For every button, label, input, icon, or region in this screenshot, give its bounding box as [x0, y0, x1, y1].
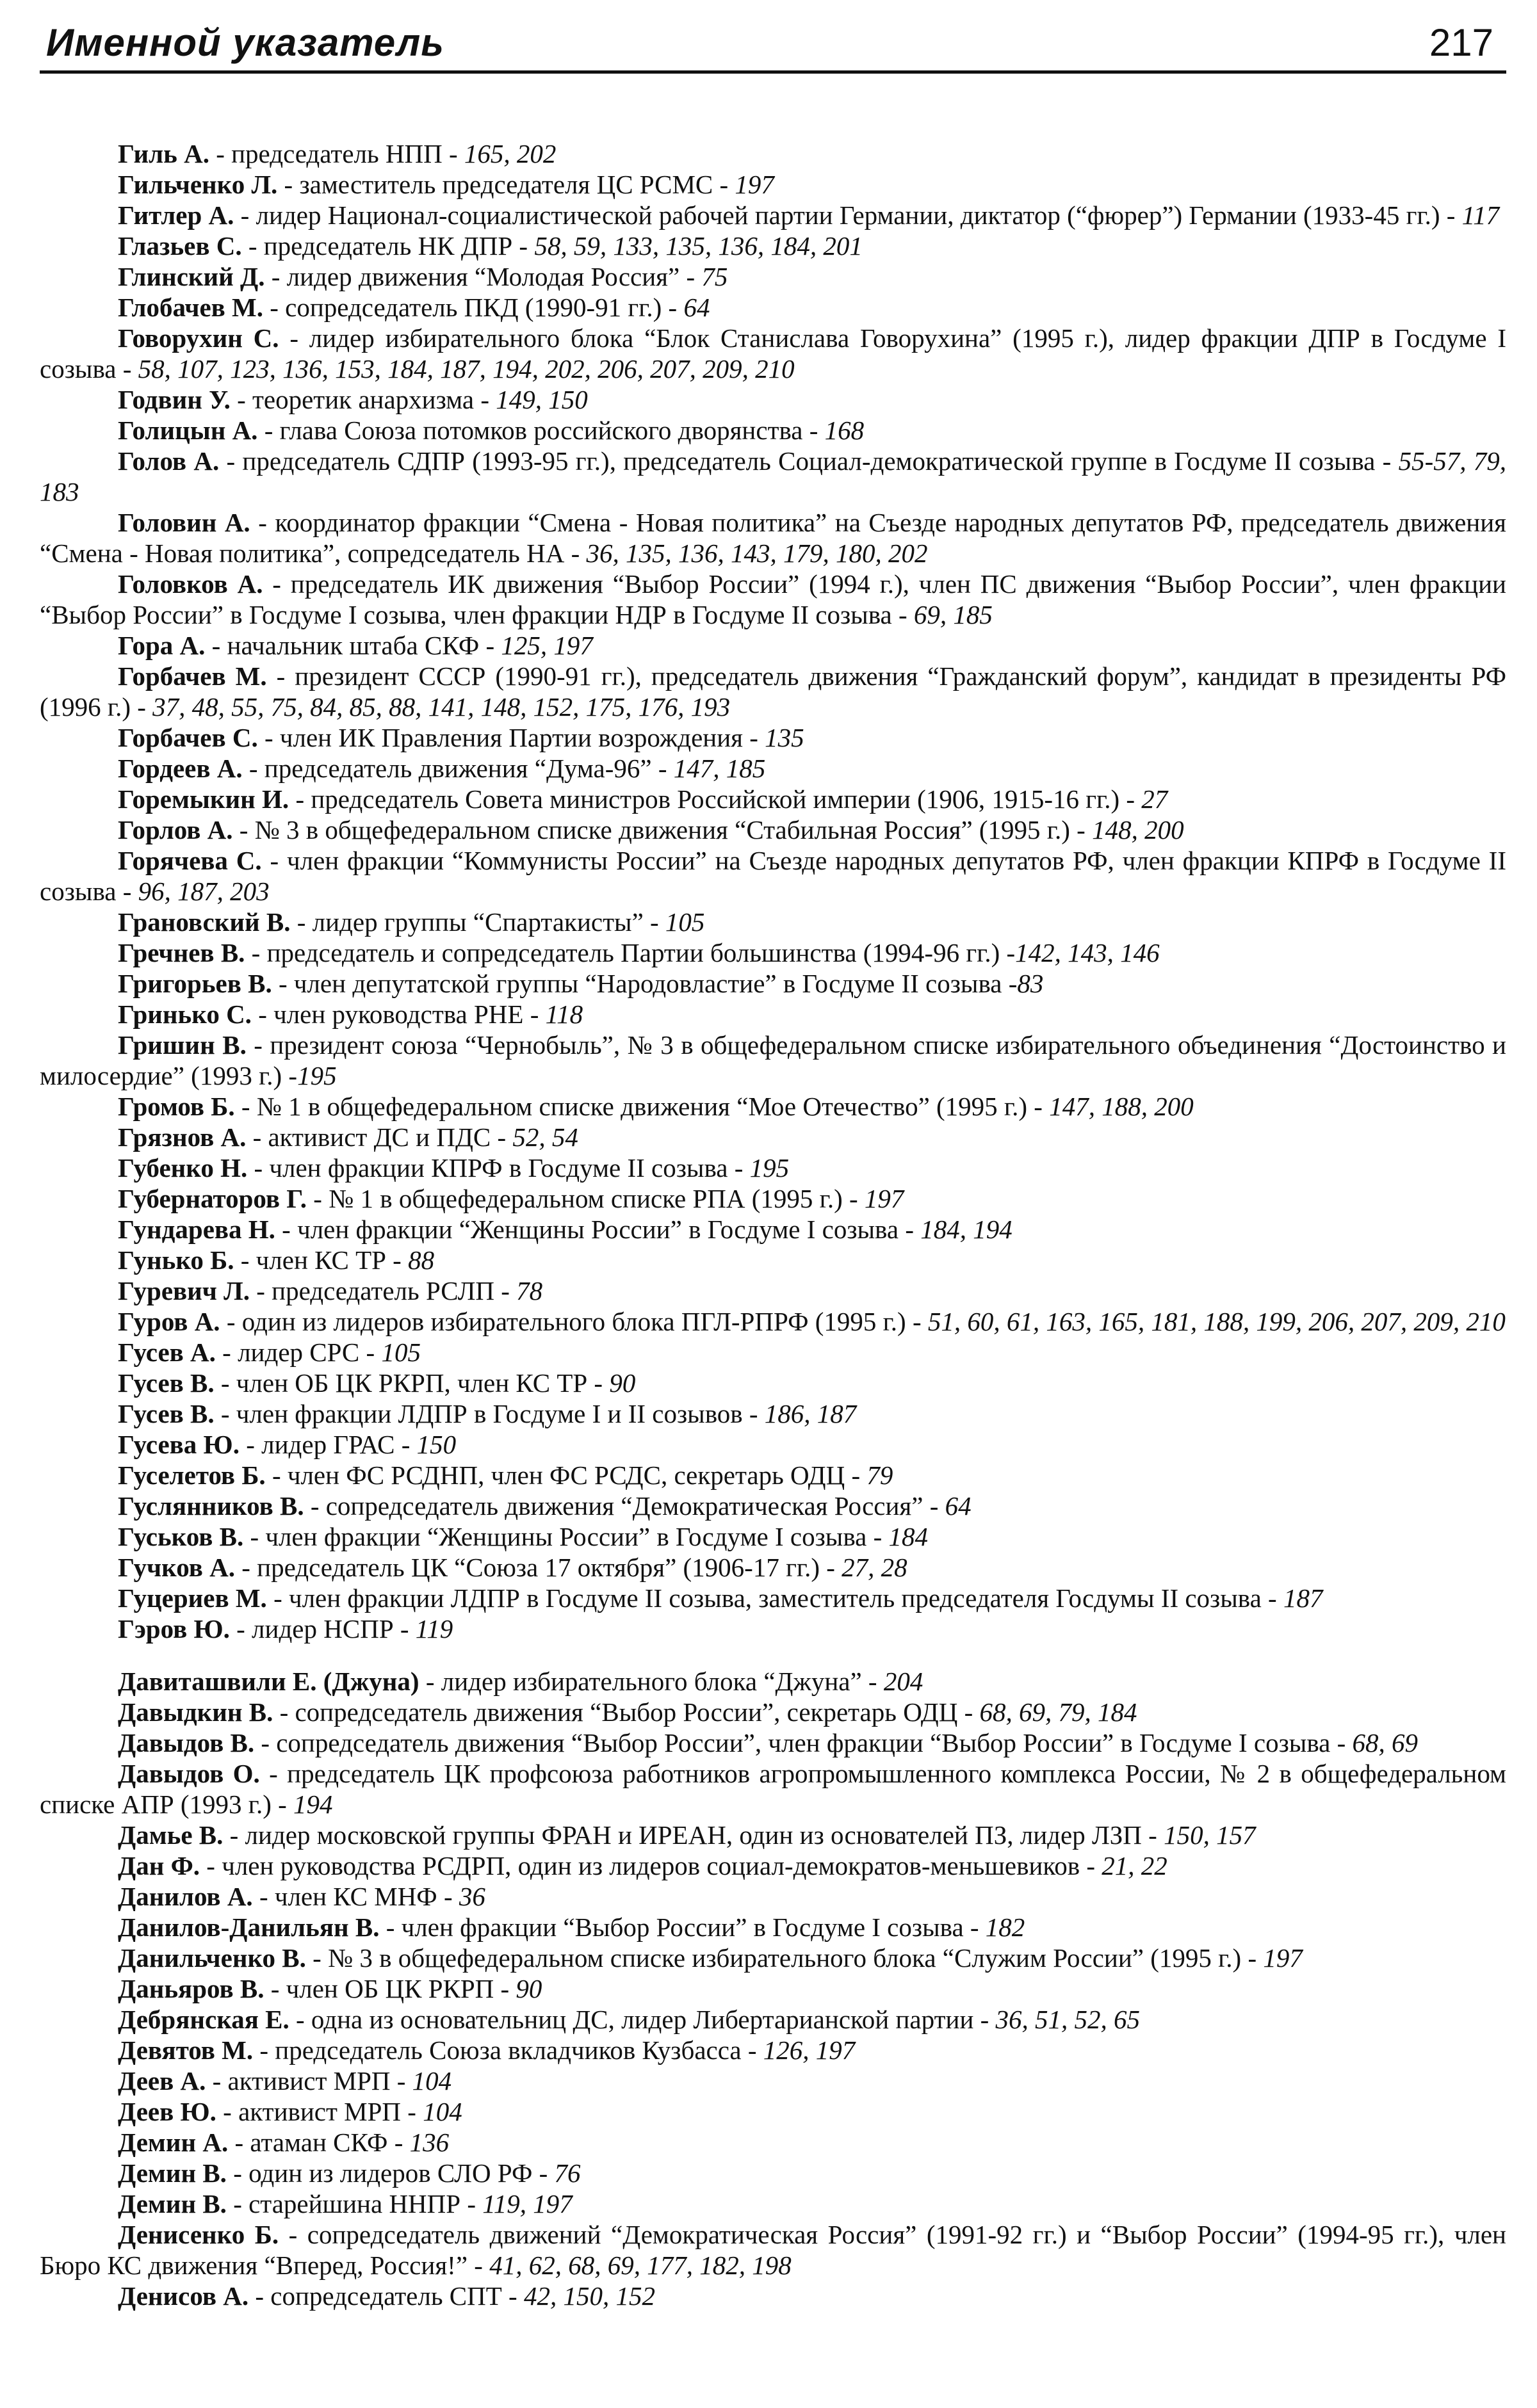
- entry-description: - один из лидеров СЛО РФ -: [226, 2158, 555, 2188]
- index-entry: [40, 1491, 1506, 1521]
- entry-pages: 76: [554, 2158, 581, 2188]
- entry-description: - сопредседатель движения “Демократическая Россия” -: [304, 1491, 945, 1521]
- entry-pages: 184, 194: [920, 1215, 1012, 1244]
- entry-pages: 75: [701, 262, 728, 291]
- entry-description: - председатель и сопредседатель Партии большинства (1994-96 гг.) -: [245, 938, 1016, 967]
- index-entry: [40, 1214, 1506, 1245]
- entry-name: Гучков А.: [118, 1553, 235, 1582]
- entry-description: - сопредседатель ПКД (1990-91 гг.) -: [263, 293, 684, 322]
- index-entry: [40, 2065, 1506, 2096]
- entry-description: - член фракции “Женщины России” в Госдуме I созыва -: [275, 1215, 921, 1244]
- index-entry: [40, 1697, 1506, 1727]
- index-entry: [40, 753, 1506, 784]
- index-entry: [40, 1275, 1506, 1306]
- entry-name: Давыдов В.: [118, 1728, 255, 1758]
- index-entry: [40, 1727, 1506, 1758]
- entry-description: - № 1 в общефедеральном списке РПА (1995 г.) -: [307, 1184, 865, 1213]
- entry-description: - председатель Совета министров Российской империи (1906, 1915-16 гг.) -: [289, 784, 1142, 814]
- entry-pages: 68, 69, 79, 184: [979, 1697, 1137, 1727]
- index-entry: [40, 1912, 1506, 1943]
- entry-description: - член ФС РСДНП, член ФС РСДС, секретарь ОДЦ -: [265, 1460, 867, 1490]
- entry-name: Гуревич Л.: [118, 1276, 250, 1305]
- index-entry: [40, 1337, 1506, 1368]
- entry-name: Глазьев С.: [118, 231, 242, 261]
- entry-description: - президент СССР (1990-91 гг.), председатель движения “Гражданский форум”, кандидат в президенты РФ (1996 г.) -: [40, 661, 1506, 722]
- index-entry: [40, 507, 1506, 569]
- index-entry: [40, 2158, 1506, 2188]
- name-index-list: [40, 138, 1506, 2311]
- entry-description: - атаман СКФ -: [228, 2128, 410, 2157]
- entry-name: Демин А.: [118, 2128, 229, 2157]
- index-entry: [40, 169, 1506, 200]
- entry-name: Губернаторов Г.: [118, 1184, 307, 1213]
- index-entry: [40, 845, 1506, 907]
- entry-description: - лидер ГРАС -: [239, 1430, 417, 1459]
- entry-pages: 148, 200: [1092, 815, 1184, 844]
- entry-name: Давиташвили Е. (Джуна): [118, 1667, 419, 1696]
- index-entry: [40, 1460, 1506, 1491]
- entry-name: Гуцериев М.: [118, 1583, 267, 1613]
- entry-name: Грановский В.: [118, 907, 291, 937]
- index-entry: [40, 230, 1506, 261]
- index-entry: [40, 2127, 1506, 2158]
- header-title: Именной указатель: [46, 21, 444, 64]
- entry-description: - лидер НСПР -: [229, 1614, 416, 1644]
- entry-pages: 150, 157: [1164, 1820, 1256, 1850]
- entry-description: - сопредседатель движений “Демократическая Россия” (1991-92 гг.) и “Выбор России” (1994-95 гг.), член Бюро КС движения “Вперед, Россия!” -: [40, 2220, 1506, 2280]
- entry-pages: 36, 51, 52, 65: [995, 2005, 1141, 2034]
- entry-pages: 125, 197: [501, 631, 593, 660]
- entry-pages: 195: [749, 1153, 790, 1183]
- entry-description: - председатель НПП -: [209, 139, 464, 168]
- entry-pages: 36, 135, 136, 143, 179, 180, 202: [586, 538, 928, 568]
- entry-description: - член ОБ ЦК РКРП, член КС ТР -: [214, 1368, 610, 1398]
- entry-description: - член КС ТР -: [234, 1245, 409, 1275]
- entry-name: Гринько С.: [118, 999, 252, 1029]
- entry-name: Давыдкин В.: [118, 1697, 273, 1727]
- index-entry: [40, 1973, 1506, 2004]
- entry-name: Горячева С.: [118, 846, 262, 875]
- entry-pages: 104: [412, 2066, 452, 2096]
- index-entry: [40, 2096, 1506, 2127]
- index-entry: [40, 1306, 1506, 1337]
- entry-description: - член руководства РНЕ -: [251, 999, 546, 1029]
- entry-pages: 105: [381, 1337, 421, 1367]
- entry-pages: 88: [408, 1245, 435, 1275]
- entry-description: - лидер московской группы ФРАН и ИРЕАН, один из основателей ПЗ, лидер ЛЗП -: [223, 1820, 1164, 1850]
- entry-description: - лидер группы “Спартакисты” -: [290, 907, 665, 937]
- entry-pages: 147, 188, 200: [1049, 1092, 1194, 1121]
- entry-pages: 135: [765, 723, 804, 752]
- entry-pages: 186, 187: [764, 1399, 857, 1428]
- entry-name: Дебрянская Е.: [118, 2005, 289, 2034]
- entry-name: Гуселетов Б.: [118, 1460, 266, 1490]
- entry-pages: 64: [945, 1491, 972, 1521]
- entry-pages: 197: [1263, 1943, 1303, 1973]
- index-entry: [40, 1122, 1506, 1152]
- entry-pages: 79: [866, 1460, 893, 1490]
- entry-pages: 41, 62, 68, 69, 177, 182, 198: [489, 2250, 792, 2280]
- index-entry: [40, 1368, 1506, 1398]
- entry-description: - старейшина ННПР -: [226, 2189, 483, 2218]
- entry-description: - член фракции ЛДПР в Госдуме I и II созывов -: [214, 1399, 765, 1428]
- entry-pages: 147, 185: [673, 754, 766, 783]
- entry-pages: 105: [665, 907, 705, 937]
- running-header: [40, 12, 1506, 74]
- entry-description: - член фракции “Коммунисты России” на Съезде народных депутатов РФ, член фракции КПРФ в Госдуме II созыва -: [40, 846, 1506, 906]
- entry-name: Годвин У.: [118, 385, 231, 414]
- index-entry: [40, 1152, 1506, 1183]
- entry-pages: 78: [516, 1276, 543, 1305]
- entry-description: - председатель РСЛП -: [249, 1276, 517, 1305]
- entry-pages: 197: [735, 170, 774, 199]
- entry-pages: 119, 197: [482, 2189, 573, 2218]
- entry-name: Гиль А.: [118, 139, 209, 168]
- entry-name: Горлов А.: [118, 815, 233, 844]
- index-entry: [40, 1429, 1506, 1460]
- entry-description: - член депутатской группы “Народовластие” в Госдуме II созыва -: [272, 969, 1018, 998]
- index-entry: [40, 2281, 1506, 2311]
- index-entry: [40, 1521, 1506, 1552]
- entry-name: Демин В.: [118, 2158, 227, 2188]
- entry-name: Гуськов В.: [118, 1522, 244, 1551]
- page-number: 217: [1429, 21, 1493, 64]
- entry-description: - лидер избирательного блока “Джуна” -: [419, 1667, 884, 1696]
- entry-pages: 69, 185: [913, 600, 993, 629]
- entry-pages: 118: [545, 999, 583, 1029]
- index-entry: [40, 323, 1506, 384]
- entry-name: Голицын А.: [118, 416, 258, 445]
- index-entry: [40, 784, 1506, 814]
- entry-name: Григорьев В.: [118, 969, 272, 998]
- entry-pages: 90: [609, 1368, 636, 1398]
- index-entry: [40, 1613, 1506, 1644]
- entry-description: - член КС МНФ -: [252, 1882, 459, 1911]
- entry-name: Демин В.: [118, 2189, 227, 2218]
- entry-name: Гусева Ю.: [118, 1430, 240, 1459]
- index-entry: [40, 722, 1506, 753]
- entry-description: - председатель движения “Дума-96” -: [242, 754, 674, 783]
- index-entry: [40, 569, 1506, 630]
- index-entry: [40, 1398, 1506, 1429]
- entry-description: - президент союза “Чернобыль”, № 3 в общефедеральном списке избирательного объединения “Достоинство и милосердие” (1993 г.) -: [40, 1030, 1506, 1090]
- entry-pages: 90: [516, 1974, 542, 2003]
- entry-description: - член руководства РСДРП, один из лидеров социал-демократов-меньшевиков -: [200, 1851, 1102, 1880]
- entry-name: Гитлер А.: [118, 200, 234, 230]
- entry-pages: 117: [1461, 200, 1500, 230]
- entry-pages: 149, 150: [496, 385, 588, 414]
- entry-description: - председатель ЦК “Союза 17 октября” (1906-17 гг.) -: [234, 1553, 842, 1582]
- entry-name: Даньяров В.: [118, 1974, 264, 2003]
- index-entry: [40, 2188, 1506, 2219]
- entry-description: - № 1 в общефедеральном списке движения “Мое Отечество” (1995 г.) -: [234, 1092, 1050, 1121]
- index-entry: [40, 814, 1506, 845]
- entry-pages: 197: [864, 1184, 904, 1213]
- entry-description: - один из лидеров избирательного блока ПГЛ-РПРФ (1995 г.) -: [220, 1307, 928, 1336]
- index-entry: [40, 384, 1506, 415]
- entry-name: Горемыкин И.: [118, 784, 289, 814]
- entry-name: Губенко Н.: [118, 1153, 248, 1183]
- index-entry: [40, 999, 1506, 1030]
- entry-pages: 168: [824, 416, 865, 445]
- index-entry: [40, 1758, 1506, 1820]
- index-entry: [40, 630, 1506, 661]
- entry-name: Голов А.: [118, 446, 220, 476]
- entry-name: Деев А.: [118, 2066, 206, 2096]
- index-entry: [40, 1552, 1506, 1583]
- index-entry: [40, 1820, 1506, 1850]
- entry-name: Гунько Б.: [118, 1245, 234, 1275]
- entry-description: - председатель Союза вкладчиков Кузбасса -: [253, 2035, 763, 2065]
- entry-description: - глава Союза потомков российского дворянства -: [257, 416, 825, 445]
- index-entry: [40, 1583, 1506, 1613]
- entry-description: - координатор фракции “Смена - Новая политика” на Съезде народных депутатов РФ, председатель движения “Смена - Новая политика”, сопредседатель НА -: [40, 508, 1507, 568]
- entry-description: - председатель ЦК профсоюза работников агропромышленного комплекса России, № 2 в общефедеральном списке АПР (1993 г.) -: [40, 1759, 1506, 1819]
- entry-pages: 204: [883, 1667, 923, 1696]
- entry-name: Гришин В.: [118, 1030, 247, 1060]
- index-entry: [40, 415, 1506, 446]
- entry-description: - сопредседатель СПТ -: [248, 2281, 524, 2311]
- entry-pages: 55-57, 79, 183: [40, 446, 1506, 506]
- entry-name: Гречнев В.: [118, 938, 245, 967]
- entry-description: - заместитель председателя ЦС РСМС -: [277, 170, 735, 199]
- entry-pages: 68, 69: [1352, 1728, 1418, 1758]
- entry-description: - член фракции ЛДПР в Госдуме II созыва, заместитель председателя Госдумы II созыва -: [266, 1583, 1283, 1613]
- entry-pages: 150: [416, 1430, 457, 1459]
- entry-pages: 165, 202: [464, 139, 557, 168]
- index-entry: [40, 1245, 1506, 1275]
- entry-pages: 52, 54: [512, 1122, 578, 1152]
- entry-pages: 104: [423, 2097, 462, 2126]
- entry-description: - член фракции КПРФ в Госдуме II созыва -: [247, 1153, 750, 1183]
- index-entry: [40, 446, 1506, 507]
- index-entry: [40, 138, 1506, 169]
- entry-name: Глинский Д.: [118, 262, 265, 291]
- entry-description: - активист МРП -: [216, 2097, 423, 2126]
- index-entry: [40, 2004, 1506, 2035]
- entry-description: - член ИК Правления Партии возрождения -: [257, 723, 765, 752]
- index-entry: [40, 261, 1506, 292]
- entry-description: - член фракции “Выбор России” в Госдуме I созыва -: [379, 1912, 986, 1942]
- entry-name: Дан Ф.: [118, 1851, 200, 1880]
- entry-pages: 36: [459, 1882, 485, 1911]
- index-entry: [40, 2035, 1506, 2065]
- entry-description: - лидер СРС -: [215, 1337, 382, 1367]
- entry-name: Гусев А.: [118, 1337, 216, 1367]
- entry-description: - лидер движения “Молодая Россия” -: [264, 262, 702, 291]
- entry-pages: 195: [297, 1061, 337, 1090]
- entry-pages: 194: [293, 1790, 333, 1819]
- entry-name: Девятов М.: [118, 2035, 254, 2065]
- index-entry: [40, 1666, 1506, 1697]
- entry-name: Гусев В.: [118, 1368, 215, 1398]
- entry-pages: 27, 28: [842, 1553, 907, 1582]
- entry-name: Гора А.: [118, 631, 206, 660]
- entry-pages: 37, 48, 55, 75, 84, 85, 88, 141, 148, 152, 175, 176, 193: [152, 692, 731, 722]
- entry-description: - начальник штаба СКФ -: [205, 631, 501, 660]
- index-entry: [40, 1850, 1506, 1881]
- entry-description: - активист ДС и ПДС -: [246, 1122, 513, 1152]
- entry-name: Давыдов О.: [118, 1759, 260, 1788]
- entry-pages: 126, 197: [763, 2035, 856, 2065]
- entry-description: - сопредседатель движения “Выбор России”, секретарь ОДЦ -: [273, 1697, 980, 1727]
- entry-description: - активист МРП -: [206, 2066, 412, 2096]
- entry-pages: 51, 60, 61, 163, 165, 181, 188, 199, 206, 207, 209, 210: [927, 1307, 1506, 1336]
- entry-description: - лидер избирательного блока “Блок Станислава Говорухина” (1995 г.), лидер фракции ДПР в Госдуме I созыва -: [40, 323, 1506, 384]
- entry-name: Гундарева Н.: [118, 1215, 275, 1244]
- entry-description: - член фракции “Женщины России” в Госдуме I созыва -: [243, 1522, 889, 1551]
- index-entry: [40, 968, 1506, 999]
- entry-description: - председатель СДПР (1993-95 гг.), председатель Социал-демократической группе в Госдуме II созыва -: [219, 446, 1399, 476]
- index-entry: [40, 937, 1506, 968]
- entry-pages: 42, 150, 152: [523, 2281, 655, 2311]
- entry-description: - председатель ИК движения “Выбор России” (1994 г.), член ПС движения “Выбор России”, член фракции “Выбор России” в Госдуме I созыва, член фракции НДР в Госдуме II созыва -: [40, 569, 1506, 629]
- entry-name: Гусев В.: [118, 1399, 215, 1428]
- entry-name: Громов Б.: [118, 1092, 235, 1121]
- entry-pages: 64: [683, 293, 710, 322]
- entry-name: Гордеев А.: [118, 754, 243, 783]
- entry-name: Гуслянников В.: [118, 1491, 304, 1521]
- entry-name: Денисенко Б.: [118, 2220, 279, 2249]
- entry-description: - сопредседатель движения “Выбор России”, член фракции “Выбор России” в Госдуме I созыва -: [254, 1728, 1353, 1758]
- index-entry: [40, 2219, 1506, 2281]
- entry-name: Горбачев С.: [118, 723, 258, 752]
- entry-name: Денисов А.: [118, 2281, 249, 2311]
- index-entry: [40, 1183, 1506, 1214]
- entry-pages: 182: [985, 1912, 1025, 1942]
- entry-pages: 58, 107, 123, 136, 153, 184, 187, 194, 202, 206, 207, 209, 210: [138, 354, 795, 384]
- entry-pages: 119: [415, 1614, 453, 1644]
- index-entry: [40, 907, 1506, 937]
- index-entry: [40, 200, 1506, 230]
- entry-pages: 96, 187, 203: [138, 877, 270, 906]
- index-entry: [40, 661, 1506, 722]
- entry-pages: 184: [888, 1522, 929, 1551]
- entry-pages: 136: [409, 2128, 450, 2157]
- entry-description: - одна из основательниц ДС, лидер Либертарианской партии -: [289, 2005, 996, 2034]
- entry-pages: 27: [1141, 784, 1168, 814]
- entry-name: Данильченко В.: [118, 1943, 306, 1973]
- entry-name: Данилов А.: [118, 1882, 253, 1911]
- entry-name: Говорухин С.: [118, 323, 279, 353]
- entry-name: Грязнов А.: [118, 1122, 247, 1152]
- entry-description: - № 3 в общефедеральном списке избирательного блока “Служим России” (1995 г.) -: [305, 1943, 1264, 1973]
- entry-pages: 142, 143, 146: [1015, 938, 1160, 967]
- entry-description: - член ОБ ЦК РКРП -: [264, 1974, 516, 2003]
- index-entry: [40, 1030, 1506, 1091]
- entry-description: - председатель НК ДПР -: [241, 231, 535, 261]
- entry-name: Деев Ю.: [118, 2097, 216, 2126]
- index-entry: [40, 292, 1506, 323]
- entry-pages: 187: [1283, 1583, 1323, 1613]
- index-entry: [40, 1943, 1506, 1973]
- entry-name: Головин А.: [118, 508, 250, 537]
- entry-pages: 83: [1017, 969, 1044, 998]
- entry-name: Гуров А.: [118, 1307, 220, 1336]
- entry-name: Горбачев М.: [118, 661, 267, 691]
- index-entry: [40, 1091, 1506, 1122]
- entry-pages: 58, 59, 133, 135, 136, 184, 201: [534, 231, 863, 261]
- entry-description: - № 3 в общефедеральном списке движения “Стабильная Россия” (1995 г.) -: [232, 815, 1093, 844]
- entry-name: Гильченко Л.: [118, 170, 278, 199]
- entry-name: Головков А.: [118, 569, 263, 599]
- entry-name: Данилов-Данильян В.: [118, 1912, 380, 1942]
- index-entry: [40, 1881, 1506, 1912]
- entry-pages: 21, 22: [1102, 1851, 1167, 1880]
- entry-name: Дамье В.: [118, 1820, 224, 1850]
- entry-description: - лидер Национал-социалистической рабочей партии Германии, диктатор (“фюрер”) Германии (1933-45 гг.) -: [234, 200, 1462, 230]
- entry-name: Глобачев М.: [118, 293, 263, 322]
- entry-description: - теоретик анархизма -: [230, 385, 496, 414]
- entry-name: Гэров Ю.: [118, 1614, 230, 1644]
